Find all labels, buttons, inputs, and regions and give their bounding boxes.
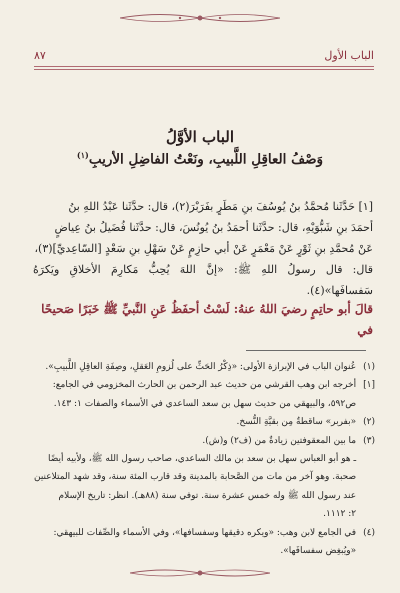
narrator-statement: قالَ أبو حاتِمٍ رضيَ اللهُ عنهُ: لَسْتُ أحفَظُ عَنِ النَّبيِّ ﷺ خَبَرًا صَحيحًا في	[41, 302, 373, 337]
footnote-text: ـ هو أبو العباس سهل بن سعد بن مالك الساعدي، صاحب رسول الله ﷺ، ولأبيه أيضًا	[47, 454, 357, 465]
footnote-number: (٢)	[363, 417, 375, 428]
footnote-line	[33, 487, 375, 505]
chapter-subtitle-text: وَصْفُ العاقِلِ اللَّبيبِ، ونَعْتُ الفاضِلِ الأريبِ	[88, 151, 324, 168]
footnote-text: صحبة. وهو آخر من مات من الصَّحابة بالمدينة وقد قارب المئة سنة، وقد شهد المتلاعنين	[33, 472, 357, 483]
footnote-divider	[246, 350, 366, 351]
footnote-text: «ويُبغِض سفسافَها».	[280, 546, 357, 557]
text-line: أحمَدَ بنِ شَبُّوَيْهِ، قال: حدَّثَنا أحمَدُ بنُ يُونُسَ، قال: حدَّثَنا فُضَيلُ بنُ عِياضٍ	[54, 221, 373, 234]
footnote-text: «بفربر» ساقطةٌ مِن بقيَّةِ النُّسخ.	[236, 417, 357, 428]
footnote-line	[33, 450, 375, 468]
header-divider-thin	[34, 69, 374, 70]
subtitle-footnote-ref: (١)	[76, 150, 89, 160]
footnote-line	[33, 413, 375, 431]
hadith-text	[33, 196, 373, 301]
footnote-line	[33, 432, 375, 450]
footnote-number: (١)	[363, 362, 375, 372]
footnote-line	[33, 468, 375, 486]
text-line: [١] حَدَّثَنا مُحمَّدُ بنُ يُوسُفَ بنِ مَطَرٍ بفَرَبْرَ(٢)، قال: حدَّثَنا عَبْدُ اللهِ بنُ	[68, 200, 373, 213]
running-header	[34, 44, 374, 62]
footnote-line	[33, 505, 375, 523]
text-line: قال: قال رسولُ اللهِ ﷺ: «إنَّ اللهَ يُحِبُّ مَكارِمَ الأخلاقِ ويَكرَهُ سَفسافَها»(٤).	[33, 263, 373, 297]
footnote-line	[33, 542, 375, 560]
footnote-text: ما بين المعقوفتين زيادةٌ من (ف٢) و(ش).	[202, 435, 357, 446]
page-number: ٨٧	[34, 49, 46, 62]
footnote-line	[33, 395, 375, 413]
floral-ornament-icon	[120, 11, 280, 25]
footnote-text: عند رسول الله ﷺ وله خمس عشرة سنة. توفي سنة (٨٨هـ). انظر: تاريخ الإسلام	[58, 490, 357, 501]
footnote-text: في الجامع لابن وهب: «ويكره دقيقها وسفسافها»، وفي الأسماء والصِّفات للبيهقي:	[53, 527, 357, 538]
footnote-number: [١]	[363, 380, 375, 391]
footnotes	[33, 358, 375, 560]
chapter-subtitle	[30, 150, 370, 168]
chapter-title: الباب الأوَّلُ	[165, 128, 235, 146]
footnote-text: ٢: ١١١٢.	[323, 509, 357, 520]
footnote-text: عُنوان الباب في الإبرازة الأولى: «ذِكْرُ الحَثِّ على لُزومِ العَقلِ، وصِفَةِ العاقِلِ اللَّبيبِ».	[45, 362, 357, 372]
footnote-number: (٣)	[363, 435, 375, 446]
footnote-line	[33, 358, 375, 376]
header-divider	[34, 66, 374, 67]
footnote-line	[33, 524, 375, 542]
footnote-line	[33, 376, 375, 394]
footnote-text: ص٥٩٢، والبيهقي من حديث سهل بن سعد الساعدي في الأسماء والصفات ١: ١٤٣.	[53, 398, 357, 409]
floral-ornament-icon	[130, 566, 270, 580]
footnote-text: أخرجه ابن وهب القرشي من حديث عبد الرحمن بن الحارث المخزومي في الجامع:	[52, 380, 357, 391]
footnote-number: (٤)	[363, 527, 375, 538]
header-section: الباب الأول	[324, 49, 374, 62]
text-line: عَنْ مُحمَّدِ بنِ ثَوْرٍ عَنْ مَعْمَرٍ عَنْ أبي حازِمٍ عَنْ سَهْلِ بنِ سَعْدٍ [السّاعِديِّ](٣)،	[34, 242, 373, 255]
